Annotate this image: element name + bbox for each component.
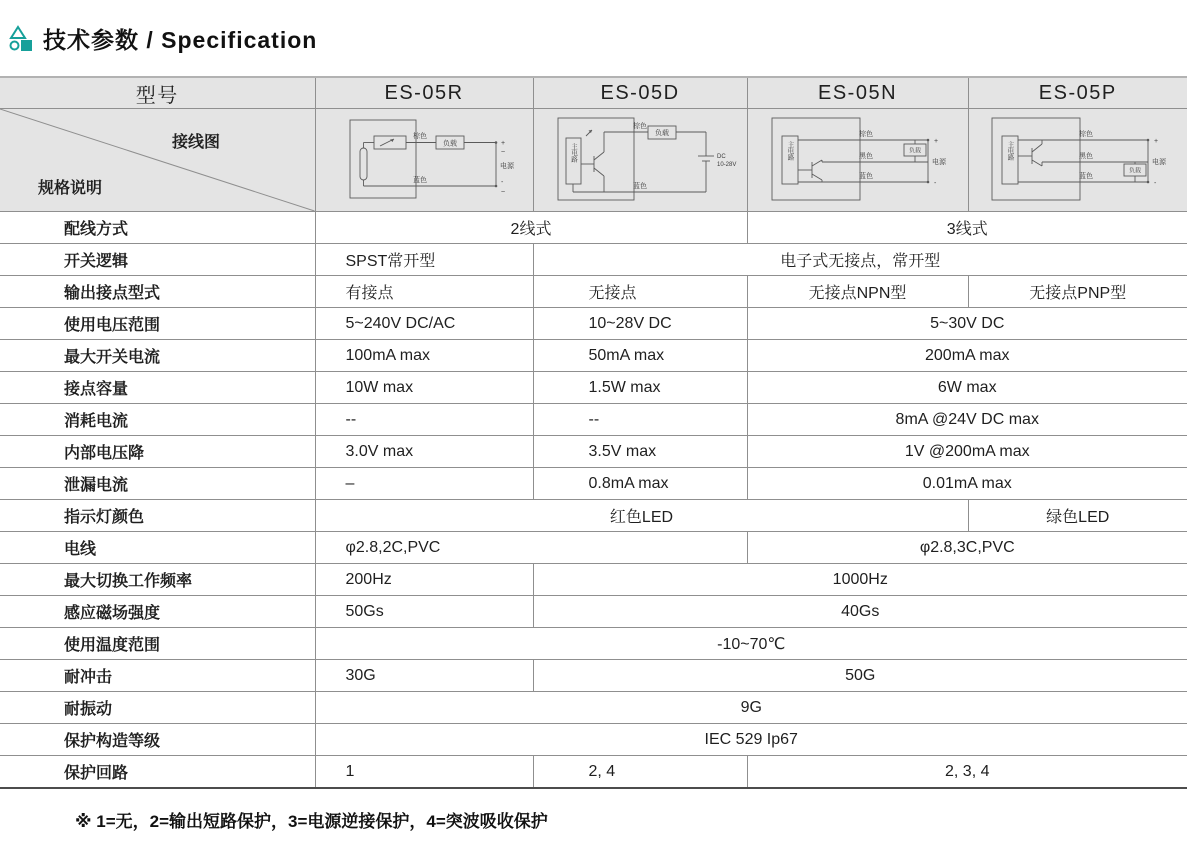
spec-row-label: 耐振动 — [0, 692, 315, 724]
spec-cell: 红色LED — [315, 500, 968, 532]
minus-mark: - — [1153, 180, 1157, 187]
wiring-diagram-es05p — [978, 112, 1178, 208]
footnote: ※ 1=无，2=输出短路保护，3=电源逆接保护，4=突波吸收保护 — [75, 812, 548, 831]
spec-row-label: 耐冲击 — [0, 660, 315, 692]
spec-row-label: 输出接点型式 — [0, 276, 315, 308]
spec-cell: 50Gs — [315, 596, 533, 628]
table-row — [0, 724, 1187, 756]
spec-cell: 有接点 — [315, 276, 533, 308]
spec-cell: 5~30V DC — [747, 308, 1187, 340]
diagram-cell-es05p — [968, 109, 1187, 212]
table-row — [0, 500, 1187, 532]
wire-label-blue: 蓝色 — [858, 173, 873, 180]
plus-mark: + — [933, 138, 938, 145]
spec-row-label: 最大开关电流 — [0, 340, 315, 372]
spec-cell: 5~240V DC/AC — [315, 308, 533, 340]
main-circuit-label: 主电路 — [570, 143, 577, 163]
spec-cell: 10~28V DC — [533, 308, 747, 340]
diagram-cell-es05r — [315, 109, 533, 212]
wire-label-brown: 棕色 — [413, 133, 427, 140]
spec-cell: -- — [315, 404, 533, 436]
spec-row-label: 使用电压范围 — [0, 308, 315, 340]
table-row — [0, 596, 1187, 628]
spec-row-label: 接点容量 — [0, 372, 315, 404]
tilde-mark: ~ — [501, 189, 506, 196]
table-row — [0, 756, 1187, 789]
dc-range-label: 10-28V — [717, 162, 737, 168]
wire-label-black: 黑色 — [858, 153, 873, 160]
spec-row-label: 泄漏电流 — [0, 468, 315, 500]
spec-cell: 200Hz — [315, 564, 533, 596]
diagram-cell-es05n — [747, 109, 968, 212]
wire-label-blue: 蓝色 — [413, 177, 427, 184]
table-row — [0, 564, 1187, 596]
model-header-row — [0, 77, 1187, 109]
model-column-title: 型号 — [0, 77, 315, 109]
tilde-mark: ~ — [501, 149, 506, 156]
power-label: 电源 — [500, 163, 514, 170]
wire-label-brown: 棕色 — [1078, 131, 1093, 138]
spec-cell: 3.5V max — [533, 436, 747, 468]
spec-cell: 电子式无接点，常开型 — [533, 244, 1187, 276]
minus-mark: - — [501, 179, 504, 186]
spec-cell: 3线式 — [747, 212, 1187, 244]
spec-section-icon — [8, 25, 34, 52]
table-row — [0, 340, 1187, 372]
load-box-label: 负载 — [655, 130, 669, 137]
diagram-cell-es05d — [533, 109, 747, 212]
spec-cell: 40Gs — [533, 596, 1187, 628]
spec-cell: 无接点PNP型 — [968, 276, 1187, 308]
spec-cell: 10W max — [315, 372, 533, 404]
table-row — [0, 628, 1187, 660]
spec-row-label: 指示灯颜色 — [0, 500, 315, 532]
spec-cell: 0.8mA max — [533, 468, 747, 500]
model-header-es05n: ES-05N — [747, 77, 968, 109]
wire-label-black: 黑色 — [1078, 153, 1093, 160]
spec-cell: 2, 4 — [533, 756, 747, 789]
wiring-diagram-label: 接线图 — [172, 134, 221, 151]
load-box-label: 负载 — [443, 140, 457, 148]
wiring-diagram-es05d — [540, 112, 740, 208]
power-label: 电源 — [1151, 159, 1166, 166]
dc-label: DC — [717, 154, 726, 160]
spec-row-label: 开关逻辑 — [0, 244, 315, 276]
table-row — [0, 404, 1187, 436]
spec-cell: 50mA max — [533, 340, 747, 372]
spec-cell: 30G — [315, 660, 533, 692]
wiring-diagram-es05r — [324, 112, 524, 208]
wiring-diagram-es05n — [758, 112, 958, 208]
spec-description-label: 规格说明 — [38, 180, 103, 197]
plus-mark: + — [1153, 138, 1158, 145]
spec-cell: 200mA max — [747, 340, 1187, 372]
wire-label-blue: 蓝色 — [633, 183, 647, 190]
spec-table — [0, 76, 1187, 789]
spec-row-label: 感应磁场强度 — [0, 596, 315, 628]
table-row — [0, 372, 1187, 404]
table-row — [0, 660, 1187, 692]
spec-cell: 100mA max — [315, 340, 533, 372]
spec-cell: 2线式 — [315, 212, 747, 244]
wire-label-brown: 棕色 — [633, 123, 647, 130]
spec-cell: – — [315, 468, 533, 500]
spec-cell: 1 — [315, 756, 533, 789]
spec-cell: 1.5W max — [533, 372, 747, 404]
page-title: 技术参数 / Specification — [43, 26, 318, 53]
table-row — [0, 468, 1187, 500]
spec-cell: IEC 529 Ip67 — [315, 724, 1187, 756]
spec-cell: 8mA @24V DC max — [747, 404, 1187, 436]
minus-mark: - — [933, 180, 936, 187]
spec-cell: 50G — [533, 660, 1187, 692]
spec-cell: SPST常开型 — [315, 244, 533, 276]
page-header — [0, 0, 1187, 60]
table-row — [0, 276, 1187, 308]
spec-row-label: 配线方式 — [0, 212, 315, 244]
wiring-diagram-row — [0, 109, 1187, 212]
spec-cell: 1000Hz — [533, 564, 1187, 596]
table-row — [0, 692, 1187, 724]
spec-row-label: 电线 — [0, 532, 315, 564]
table-row — [0, 532, 1187, 564]
spec-cell: 绿色LED — [968, 500, 1187, 532]
model-header-es05d: ES-05D — [533, 77, 747, 109]
table-row — [0, 244, 1187, 276]
model-header-es05p: ES-05P — [968, 77, 1187, 109]
spec-cell: 0.01mA max — [747, 468, 1187, 500]
spec-cell: -10~70℃ — [315, 628, 1187, 660]
table-row — [0, 436, 1187, 468]
main-circuit-label: 主电路 — [1006, 141, 1014, 161]
spec-row-label: 消耗电流 — [0, 404, 315, 436]
spec-cell: 无接点 — [533, 276, 747, 308]
spec-cell: 9G — [315, 692, 1187, 724]
spec-row-label: 保护构造等级 — [0, 724, 315, 756]
diagonal-header-cell — [0, 109, 315, 212]
spec-cell: 3.0V max — [315, 436, 533, 468]
spec-row-label: 使用温度范围 — [0, 628, 315, 660]
plus-mark: + — [501, 140, 506, 147]
spec-cell: 1V @200mA max — [747, 436, 1187, 468]
wire-label-blue: 蓝色 — [1078, 173, 1093, 180]
wire-label-brown: 棕色 — [858, 131, 873, 138]
spec-cell: 6W max — [747, 372, 1187, 404]
spec-row-label: 内部电压降 — [0, 436, 315, 468]
table-row — [0, 212, 1187, 244]
load-box-label: 负载 — [908, 148, 921, 155]
spec-cell: φ2.8,3C,PVC — [747, 532, 1187, 564]
table-row — [0, 308, 1187, 340]
power-label: 电源 — [931, 159, 946, 166]
spec-cell: 无接点NPN型 — [747, 276, 968, 308]
main-circuit-label: 主电路 — [786, 141, 793, 161]
spec-cell: φ2.8,2C,PVC — [315, 532, 747, 564]
spec-cell: 2, 3, 4 — [747, 756, 1187, 789]
load-box-label: 负载 — [1128, 168, 1141, 175]
spec-cell: -- — [533, 404, 747, 436]
model-header-es05r: ES-05R — [315, 77, 533, 109]
spec-row-label: 最大切换工作频率 — [0, 564, 315, 596]
spec-row-label: 保护回路 — [0, 756, 315, 789]
